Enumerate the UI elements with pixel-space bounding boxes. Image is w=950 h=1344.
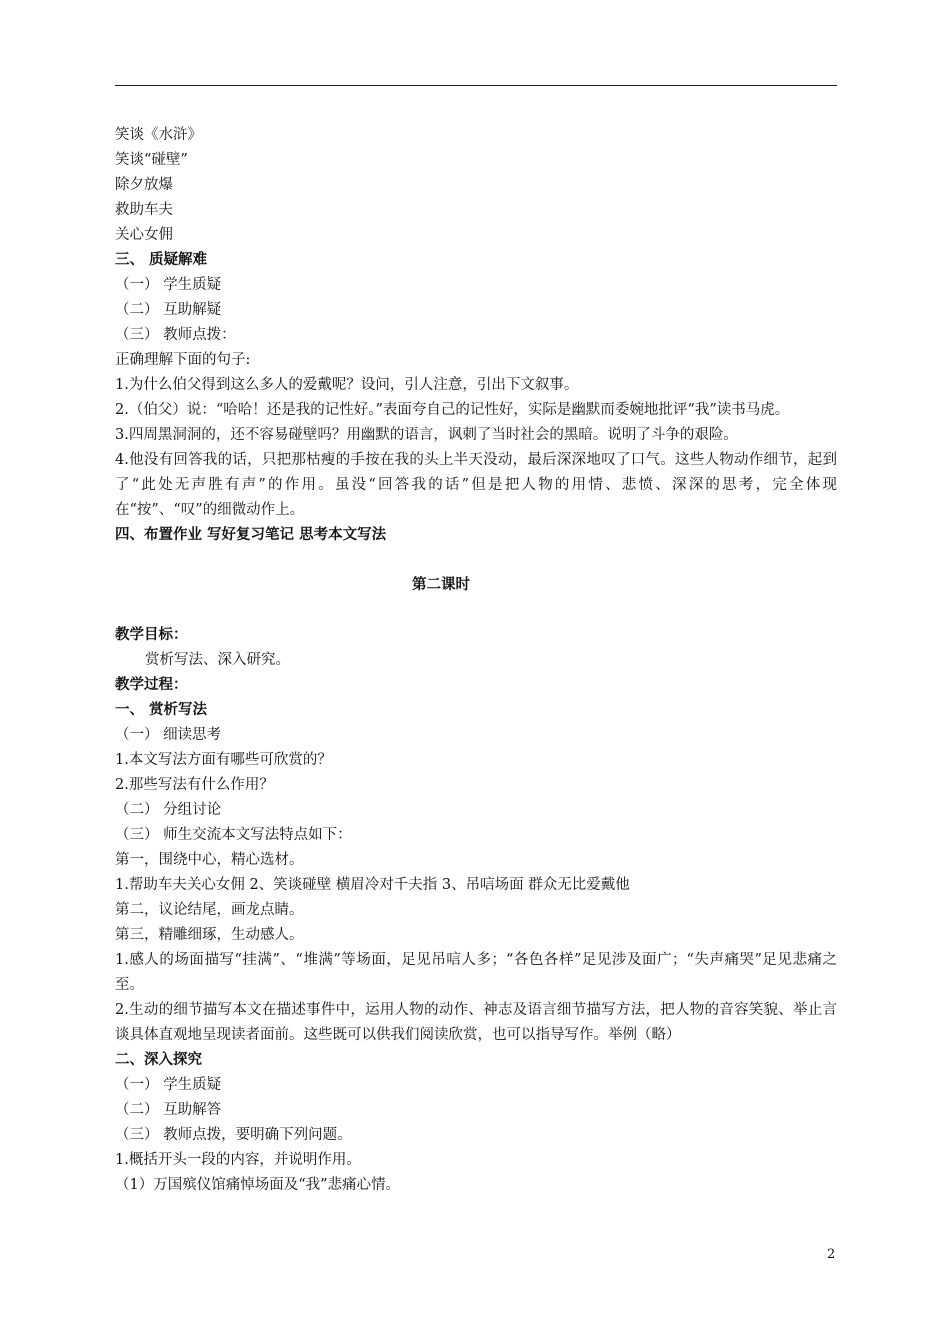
text-line: （二） 分组讨论 xyxy=(115,802,222,818)
paragraph: 4.他没有回答我的话，只把那枯瘦的手按在我的头上半天没动，最后深深地叹了口气。这些人物动作细节，起到了“此处无声胜有声”的作用。虽没“回答我的话”但是把人物的用情、悲愤、深深的思考，完全体现在“按”、“叹”的细微动作上。 xyxy=(115,452,837,518)
text-line: 3.四周黑洞洞的，还不容易碰壁吗？用幽默的语言，讽刺了当时社会的黑暗。说明了斗争的艰险。 xyxy=(115,427,738,443)
section-heading: 一、 赏析写法 xyxy=(115,702,208,718)
text-line: 正确理解下面的句子: xyxy=(115,352,251,368)
paragraph: 2.生动的细节描写本文在描述事件中，运用人物的动作、神志及语言细节描写方法，把人物的音容笑貌、举止言谈具体直观地呈现读者面前。这些既可以供我们阅读欣赏，也可以指导写作。举例（略） xyxy=(115,1002,837,1043)
text-line: （一） 学生质疑 xyxy=(115,277,222,293)
section-heading: 四、布置作业 写好复习笔记 思考本文写法 xyxy=(115,527,387,543)
text-line: 第一，围绕中心，精心选材。 xyxy=(115,852,304,868)
text-line: 1.概括开头一段的内容，并说明作用。 xyxy=(115,1152,361,1168)
text-line: 2.那些写法有什么作用？ xyxy=(115,777,274,793)
text-line: （二） 互助解答 xyxy=(115,1102,222,1118)
text-line: 笑谈《水浒》 xyxy=(115,127,202,143)
text-line: （一） 细读思考 xyxy=(115,727,222,743)
text-line: 笑谈“碰壁” xyxy=(115,152,188,168)
text-line: 1.本文写法方面有哪些可欣赏的？ xyxy=(115,752,332,768)
text-line: （1）万国殡仪馆痛悼场面及“我”悲痛心情。 xyxy=(115,1177,401,1193)
text-line: 关心女佣 xyxy=(115,227,173,243)
text-line: 第三，精雕细琢，生动感人。 xyxy=(115,927,304,943)
section-heading: 教学目标： xyxy=(115,627,188,643)
document-body xyxy=(115,123,837,1198)
text-line: 第二，议论结尾，画龙点睛。 xyxy=(115,902,304,918)
header-rule xyxy=(115,85,837,86)
section-heading: 教学过程： xyxy=(115,677,188,693)
text-line: 除夕放爆 xyxy=(115,177,173,193)
text-line: 赏析写法、深入研究。 xyxy=(145,652,290,668)
paragraph: 1.感人的场面描写“挂满”、“堆满”等场面，足见吊唁人多；“各色各样”足见涉及面广；“失声痛哭”足见悲痛之至。 xyxy=(115,952,837,993)
lesson-title: 第二课时 xyxy=(412,577,470,593)
section-heading: 三、 质疑解难 xyxy=(115,252,208,268)
text-line: （二） 互助解疑 xyxy=(115,302,222,318)
text-line: （三） 教师点拨，要明确下列问题。 xyxy=(115,1127,352,1143)
text-line: 1.帮助车夫关心女佣 2、笑谈碰壁 横眉冷对千夫指 3、吊唁场面 群众无比爱戴他 xyxy=(115,877,630,893)
text-line: 救助车夫 xyxy=(115,202,173,218)
text-line: （三） 教师点拨： xyxy=(115,327,236,343)
text-line: （一） 学生质疑 xyxy=(115,1077,222,1093)
text-line: （三） 师生交流本文写法特点如下： xyxy=(115,827,352,843)
page-number: 2 xyxy=(827,1247,836,1262)
text-line: 1.为什么伯父得到这么多人的爱戴呢？设问，引人注意，引出下文叙事。 xyxy=(115,377,579,393)
section-heading: 二、深入探究 xyxy=(115,1052,202,1068)
paragraph: 2.（伯父）说：“哈哈！还是我的记性好。”表面夸自己的记性好，实际是幽默而委婉地批评“我”读书马虎。 xyxy=(115,402,790,418)
